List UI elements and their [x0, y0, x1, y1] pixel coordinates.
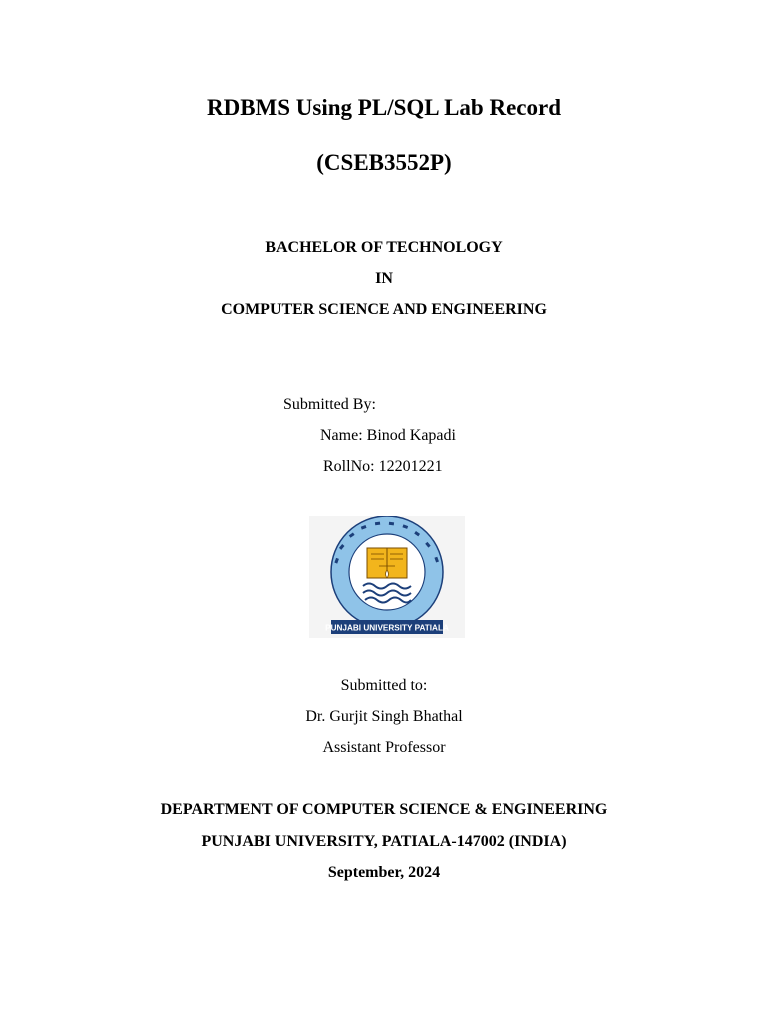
supervisor-designation: Assistant Professor: [322, 739, 446, 756]
submission-date: September, 2024: [327, 864, 441, 881]
degree-line-1: BACHELOR OF TECHNOLOGY: [265, 239, 503, 256]
logo-banner-text: PUNJABI UNIVERSITY PATIALA: [325, 623, 449, 633]
student-roll-number: RollNo: 12201221: [323, 458, 443, 475]
supervisor-name: Dr. Gurjit Singh Bhathal: [305, 708, 463, 725]
university-crest-logo-icon: [309, 516, 465, 638]
department-name: DEPARTMENT OF COMPUTER SCIENCE & ENGINEERING: [160, 801, 608, 818]
degree-line-2: IN: [375, 270, 393, 287]
submitted-to-label: Submitted to:: [340, 677, 428, 694]
document-title: RDBMS Using PL/SQL Lab Record: [207, 95, 561, 120]
degree-line-3: COMPUTER SCIENCE AND ENGINEERING: [221, 301, 547, 318]
submitted-by-label: Submitted By:: [283, 396, 376, 413]
university-logo: [309, 516, 465, 638]
student-name: Name: Binod Kapadi: [320, 427, 456, 444]
university-name: PUNJABI UNIVERSITY, PATIALA-147002 (INDIA): [201, 833, 567, 850]
course-code: (CSEB3552P): [316, 150, 452, 175]
